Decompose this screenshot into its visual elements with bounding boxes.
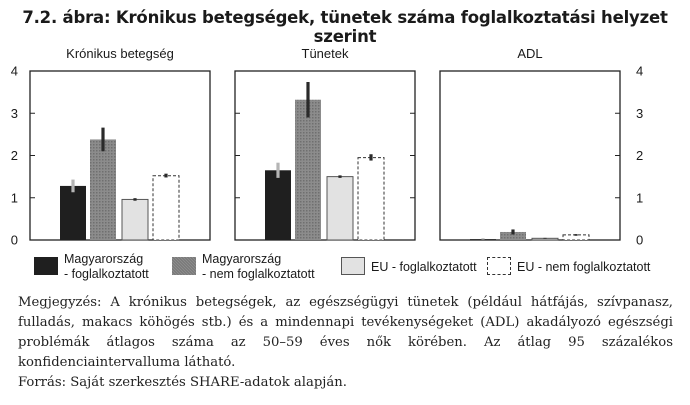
y-tick-label: 3 xyxy=(636,105,644,121)
bar-mo-foglalkoztatott xyxy=(265,170,291,240)
y-tick-label: 1 xyxy=(10,190,18,206)
legend-label xyxy=(64,252,149,282)
y-tick-label: 0 xyxy=(636,232,644,248)
figure-source: Forrás: Saját szerkesztés SHARE-adatok alapján. xyxy=(18,375,347,390)
legend-label-line1: Magyarország xyxy=(64,252,144,266)
figure-title: 7.2. ábra: Krónikus betegségek, tünetek száma foglalkoztatási helyzet szerint xyxy=(22,8,668,46)
y-tick-label: 2 xyxy=(636,148,644,163)
bar-eu-foglalkoztatott xyxy=(122,199,148,240)
y-tick-label: 4 xyxy=(10,63,18,79)
y-tick-label: 4 xyxy=(636,63,644,79)
bar-eu-nem-foglalkoztatott xyxy=(153,176,179,240)
legend-swatch-dashed-white xyxy=(487,257,511,275)
y-tick-label: 1 xyxy=(636,190,644,206)
y-tick-label: 2 xyxy=(10,148,18,163)
legend-label: EU - nem foglalkoztatott xyxy=(517,260,651,274)
legend-swatch-solid-black xyxy=(34,257,58,275)
bar-mo-foglalkoztatott xyxy=(60,186,86,240)
panel-title: ADL xyxy=(517,46,543,61)
bar-eu-foglalkoztatott xyxy=(327,177,353,240)
panel-title: Tünetek xyxy=(301,46,349,61)
panel-frame xyxy=(30,71,210,240)
legend-label: EU - foglalkoztatott xyxy=(371,260,477,274)
bar-eu-nem-foglalkoztatott xyxy=(358,158,384,240)
y-tick-label: 0 xyxy=(10,232,18,248)
chart-panel-1 xyxy=(11,46,210,248)
legend-label-line1: Magyarország xyxy=(202,252,282,266)
legend-label xyxy=(202,252,315,282)
y-tick-label: 3 xyxy=(10,105,18,121)
chart-panel-2 xyxy=(235,46,415,240)
legend xyxy=(34,252,674,284)
panel-title: Krónikus betegség xyxy=(66,46,174,61)
legend-swatch-hatched-gray xyxy=(172,257,196,275)
legend-label-line2: - foglalkoztatott xyxy=(64,267,149,281)
bar-mo-nem-foglalkoztatott xyxy=(295,100,321,240)
figure-note: Megjegyzés: A krónikus betegségek, az egészségügyi tünetek (például hátfájás, szívpanasz, fulladás, makacs köhögés stb.) és a mindennapi tevékenységeket (ADL) akadályozó egészségi problémák átlagos száma az 50–59 éves nők körében. Az átlag 95 százalékos konfidenciaintervalluma látható. xyxy=(18,295,673,370)
bar-mo-nem-foglalkoztatott xyxy=(90,139,116,240)
legend-label-line2: - nem foglalkoztatott xyxy=(202,267,315,281)
chart-panel-3 xyxy=(440,46,643,248)
panel-frame xyxy=(440,71,620,240)
legend-swatch-light-gray xyxy=(341,257,365,275)
panel-frame xyxy=(235,71,415,240)
